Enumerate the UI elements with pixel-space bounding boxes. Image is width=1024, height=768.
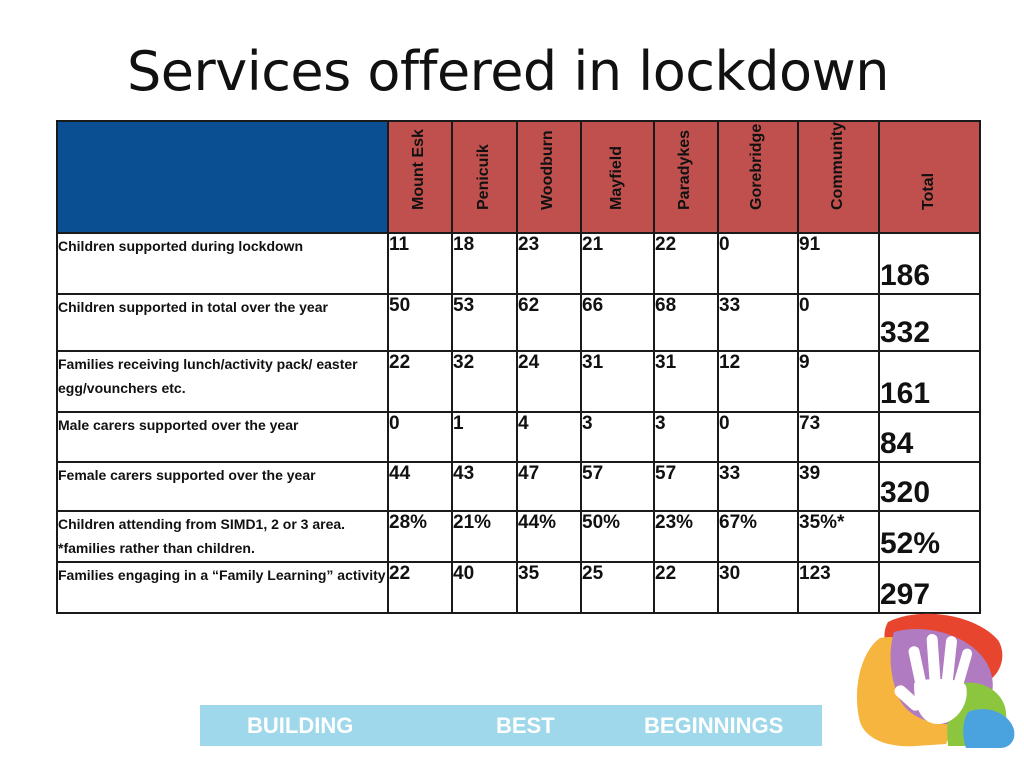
column-header-label: Penicuik [474,144,492,210]
table-cell: 1 [452,412,517,462]
table-cell: 0 [718,412,798,462]
table-cell: 123 [798,562,879,613]
table-cell: 73 [798,412,879,462]
column-header-label: Woodburn [539,130,556,210]
table-cell: 67% [718,511,798,562]
column-header-label: Mayfield [607,145,625,210]
table-cell: 31 [654,351,718,412]
total-cell: 161 [879,351,980,412]
table-cell: 30 [718,562,798,613]
table-row [57,511,980,562]
banner-word-building: BUILDING [247,712,354,738]
table-cell: 0 [798,294,879,351]
table-cell: 22 [654,562,718,613]
total-cell: 52% [879,511,980,562]
table-row [57,412,980,462]
total-cell: 332 [879,294,980,351]
table-cell: 25 [581,562,654,613]
table-cell: 50 [388,294,452,351]
column-header-mayfield [581,121,654,233]
table-row [57,351,980,412]
column-header-paradykes [654,121,718,233]
table-cell: 3 [654,412,718,462]
table-cell: 4 [517,412,581,462]
table-cell: 21 [581,233,654,294]
total-cell: 320 [879,462,980,511]
row-label: Families receiving lunch/activity pack/ easter egg/vounchers etc. [57,351,388,412]
table-cell: 44% [517,511,581,562]
table-cell: 44 [388,462,452,511]
table-cell: 23% [654,511,718,562]
table-cell: 22 [654,233,718,294]
table-cell: 35 [517,562,581,613]
table-cell: 53 [452,294,517,351]
row-label: Male carers supported over the year [57,412,388,462]
services-table [56,120,981,614]
total-cell: 84 [879,412,980,462]
table-cell: 50% [581,511,654,562]
table-cell: 18 [452,233,517,294]
table-cell: 62 [517,294,581,351]
table-row [57,294,980,351]
table-cell: 35%* [798,511,879,562]
column-header-label: Mount Esk [410,129,427,210]
column-header-gorebridge [718,121,798,233]
table-cell: 28% [388,511,452,562]
banner-word-best: BEST [496,712,555,738]
column-header-label: Gorebridge [748,123,765,210]
table-cell: 40 [452,562,517,613]
table-cell: 31 [581,351,654,412]
column-header-woodburn [517,121,581,233]
column-header-label: Community [828,122,846,210]
banner-word-beginnings: BEGINNINGS [644,712,784,738]
table-cell: 32 [452,351,517,412]
row-label: Families engaging in a “Family Learning” activity [57,562,388,613]
table-cell: 11 [388,233,452,294]
column-header-community [798,121,879,233]
column-header-total [879,121,980,233]
header-corner-cell [57,121,388,233]
table-cell: 22 [388,562,452,613]
header-row [57,121,980,233]
table-cell: 0 [718,233,798,294]
row-label: Female carers supported over the year [57,462,388,511]
table-cell: 57 [581,462,654,511]
table-cell: 9 [798,351,879,412]
building-best-beginnings-banner [200,705,822,746]
table-row [57,462,980,511]
column-header-mount-esk [388,121,452,233]
hand-logo-icon [850,612,1020,752]
table-row [57,562,980,613]
total-cell: 186 [879,233,980,294]
column-header-penicuik [452,121,517,233]
table-cell: 33 [718,294,798,351]
table-cell: 91 [798,233,879,294]
table-cell: 57 [654,462,718,511]
column-header-label: Paradykes [676,129,693,210]
table-row [57,233,980,294]
table-cell: 68 [654,294,718,351]
total-cell: 297 [879,562,980,613]
table-cell: 66 [581,294,654,351]
row-label: Children supported in total over the year [57,294,388,351]
row-label: Children supported during lockdown [57,233,388,294]
column-header-label: Total [919,172,937,210]
table-cell: 24 [517,351,581,412]
table-cell: 47 [517,462,581,511]
row-label: Children attending from SIMD1, 2 or 3 area. *families rather than children. [57,511,388,562]
table-cell: 0 [388,412,452,462]
table-cell: 12 [718,351,798,412]
table-cell: 43 [452,462,517,511]
table-cell: 33 [718,462,798,511]
table-cell: 3 [581,412,654,462]
table-cell: 21% [452,511,517,562]
slide-title: Services offered in lockdown [127,40,889,103]
table-cell: 22 [388,351,452,412]
table-cell: 39 [798,462,879,511]
table-cell: 23 [517,233,581,294]
